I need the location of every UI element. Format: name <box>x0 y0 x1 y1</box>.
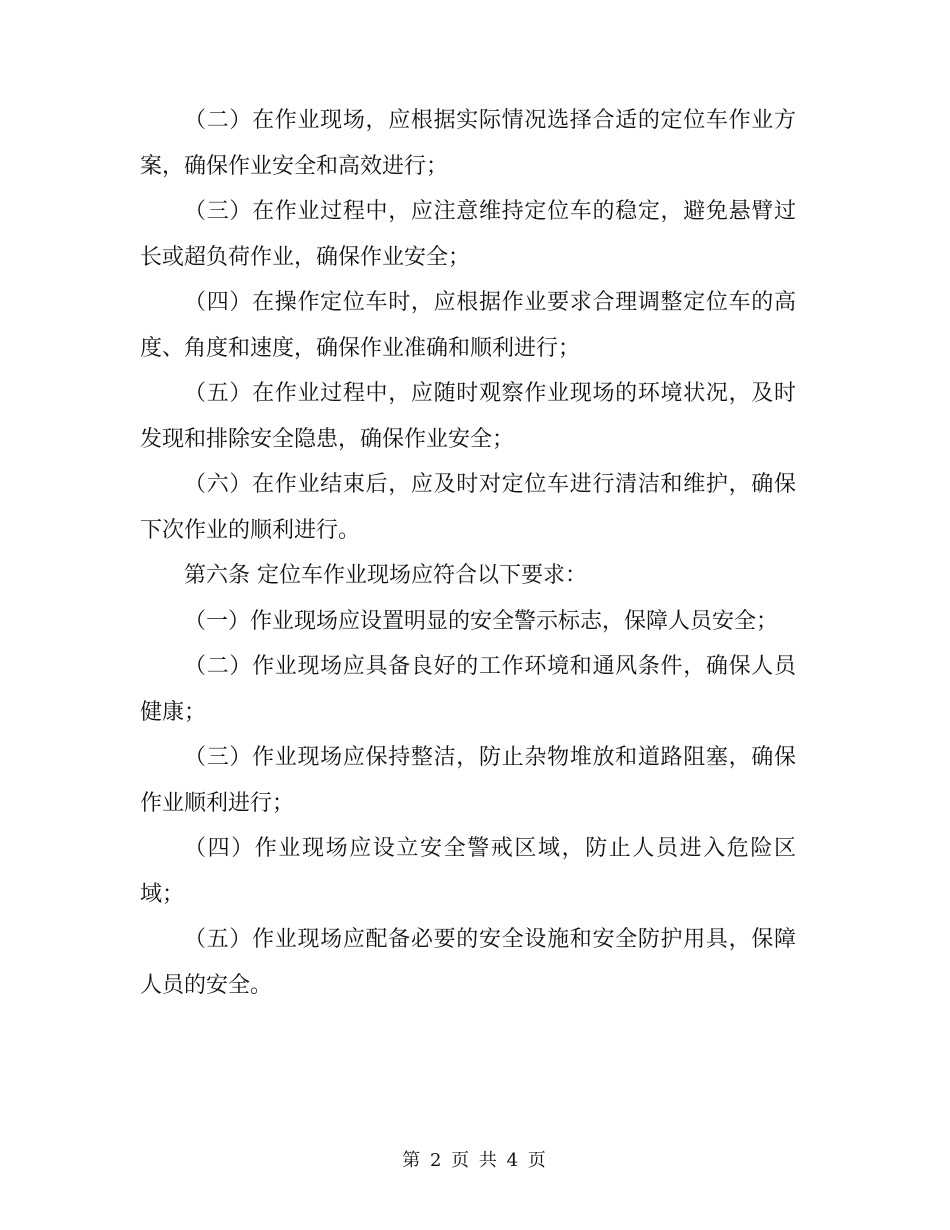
document-body <box>140 98 796 1008</box>
paragraph: （四）在操作定位车时，应根据作业要求合理调整定位车的高度、角度和速度，确保作业准确和顺利进行； <box>140 290 796 361</box>
page-footer: 第 2 页 共 4 页 <box>402 1150 548 1171</box>
paragraph: （五）作业现场应配备必要的安全设施和安全防护用具，保障人员的安全。 <box>140 927 796 998</box>
paragraph: （三）在作业过程中，应注意维持定位车的稳定，避免悬臂过长或超负荷作业，确保作业安全； <box>140 199 796 270</box>
paragraph: （四）作业现场应设立安全警戒区域，防止人员进入危险区域； <box>140 836 796 907</box>
paragraph: （二）在作业现场，应根据实际情况选择合适的定位车作业方案，确保作业安全和高效进行； <box>140 108 796 179</box>
paragraph: （五）在作业过程中，应随时观察作业现场的环境状况，及时发现和排除安全隐患，确保作业安全； <box>140 381 796 452</box>
paragraph: （六）在作业结束后，应及时对定位车进行清洁和维护，确保下次作业的顺利进行。 <box>140 472 796 543</box>
section-heading: 第六条 定位车作业现场应符合以下要求： <box>184 563 587 588</box>
paragraph: （二）作业现场应具备良好的工作环境和通风条件，确保人员健康； <box>140 654 796 725</box>
paragraph: （三）作业现场应保持整洁，防止杂物堆放和道路阻塞，确保作业顺利进行； <box>140 745 796 816</box>
paragraph: （一）作业现场应设置明显的安全警示标志，保障人员安全； <box>184 608 779 634</box>
